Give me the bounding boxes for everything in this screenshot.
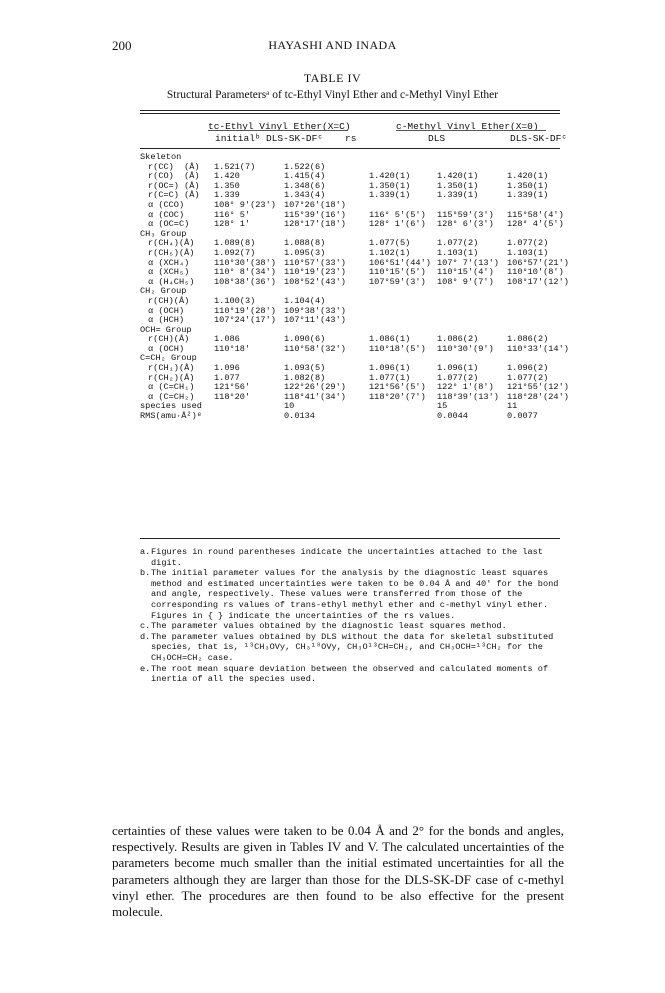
cell-v5: 1.096(2)	[507, 363, 549, 374]
column-group-underline-ethyl	[208, 130, 348, 131]
cell-v1: 110°19'(28')	[214, 305, 276, 316]
column-header-dls-sk-df-methyl: DLS-SK-DFᶜ	[510, 133, 568, 144]
footnote-label: e.	[140, 663, 151, 674]
cell-v4: 1.339(1)	[437, 190, 479, 201]
cell-v4: 15	[437, 401, 448, 412]
parameter-name: α (COC)	[148, 209, 185, 220]
cell-v2: 118°41'(34')	[284, 391, 346, 402]
cell-v2: 109°38'(33')	[284, 305, 346, 316]
cell-v3: 1.086(1)	[369, 334, 411, 345]
cell-v4: 115°59'(3')	[437, 209, 494, 220]
cell-v2: 122°26'(29')	[284, 382, 346, 393]
footnote-text: The parameter values obtained by DLS without the data for skeletal substituted species, that is, ¹³CH₃OVy, CH₃¹⁸OVy, CH₃O¹³CH=CH₂, and CH₃OCH=¹³CH₂ for the CH₃OCH=CH₂ case.	[151, 631, 554, 663]
column-header-dls: DLS	[428, 133, 446, 144]
section-heading: C=CH₂ Group	[140, 353, 197, 364]
cell-v1: 1.096	[214, 363, 240, 374]
cell-v2: 108°52'(43')	[284, 276, 346, 287]
parameter-name: r(CH₅)(Å)	[148, 247, 195, 258]
cell-v3: 107°59'(3')	[369, 276, 426, 287]
parameter-name: α (OC=C)	[148, 219, 190, 230]
cell-v2: 107°11'(43')	[284, 315, 346, 326]
cell-v2: 1.104(4)	[284, 295, 326, 306]
table-bottom-rule	[140, 538, 560, 539]
cell-v4: 107° 7'(13')	[437, 257, 499, 268]
cell-v1: 1.089(8)	[214, 238, 256, 249]
cell-v1: 107°24'(17')	[214, 315, 276, 326]
cell-v3: 1.420(1)	[369, 171, 411, 182]
cell-v4: 1.103(1)	[437, 247, 479, 258]
cell-v1: 110°30'(38')	[214, 257, 276, 268]
section-heading: CH₃ Group	[140, 228, 187, 239]
cell-v3: 118°20'(7')	[369, 391, 426, 402]
cell-v2: 110°57'(33')	[284, 257, 346, 268]
cell-v3: 1.350(1)	[369, 180, 411, 191]
cell-v3: 1.102(1)	[369, 247, 411, 258]
page-number: 200	[112, 38, 132, 53]
cell-v4: 1.086(2)	[437, 334, 479, 345]
cell-v1: 1.100(3)	[214, 295, 256, 306]
cell-v2: 1.088(8)	[284, 238, 326, 249]
parameter-name: α (C=CH₁)	[148, 382, 195, 393]
cell-v3: 121°56'(5')	[369, 382, 426, 393]
cell-v5: 118°28'(24')	[507, 391, 569, 402]
footnote-text: The root mean square deviation between the observed and calculated moments of inertia of all the species used.	[151, 663, 549, 685]
parameter-name: α (OCH)	[148, 305, 185, 316]
cell-v3: 110°15'(5')	[369, 267, 426, 278]
cell-v2: 1.090(6)	[284, 334, 326, 345]
cell-v4: 1.077(2)	[437, 372, 479, 383]
cell-v5: 110°33'(14')	[507, 343, 569, 354]
table-header-rule	[140, 148, 560, 149]
parameter-name: α (HCH)	[148, 315, 185, 326]
cell-v2: 0.0134	[284, 411, 315, 422]
cell-v1: 128° 1'	[214, 219, 251, 230]
table-footnotes	[140, 547, 560, 685]
section-heading: OCH= Group	[140, 324, 192, 335]
cell-v4: 1.420(1)	[437, 171, 479, 182]
cell-v1: 1.077	[214, 372, 240, 383]
cell-v1: 1.092(7)	[214, 247, 256, 258]
footnote-label: c.	[140, 621, 151, 632]
parameter-name: r(CC) (Å)	[148, 161, 200, 172]
cell-v5: 121°55'(12')	[507, 382, 569, 393]
parameter-name: r(CH)(Å)	[148, 295, 190, 306]
cell-v1: 1.420	[214, 171, 240, 182]
cell-v4: 110°30'(9')	[437, 343, 494, 354]
cell-v5: 108°17'(12')	[507, 276, 569, 287]
cell-v2: 10	[284, 401, 295, 412]
table-label: TABLE IV	[303, 71, 362, 85]
parameter-name: α (OCH)	[148, 343, 185, 354]
cell-v4: 1.096(1)	[437, 363, 479, 374]
cell-v4: 108° 9'(7')	[437, 276, 494, 287]
column-header-dls-sk-df: DLS-SK-DFᶜ	[266, 133, 324, 144]
footnote	[140, 547, 560, 568]
cell-v4: 118°39'(13')	[437, 391, 499, 402]
parameter-name: r(CH₄)(Å)	[148, 238, 195, 249]
column-group-underline-methyl	[396, 130, 546, 131]
parameter-name: RMS(amu·Å²)ᵉ	[140, 411, 202, 422]
cell-v1: 1.086	[214, 334, 240, 345]
footnote-label: d.	[140, 631, 151, 642]
cell-v2: 1.522(6)	[284, 161, 326, 172]
cell-v3: 1.077(1)	[369, 372, 411, 383]
cell-v4: 128° 6'(3')	[437, 219, 494, 230]
footnote	[140, 632, 560, 664]
cell-v1: 121°56'	[214, 382, 251, 393]
cell-v3: 1.077(5)	[369, 238, 411, 249]
section-heading: CH₂ Group	[140, 286, 187, 297]
cell-v5: 1.103(1)	[507, 247, 549, 258]
cell-v4: 1.350(1)	[437, 180, 479, 191]
footnote	[140, 568, 560, 621]
cell-v2: 1.093(5)	[284, 363, 326, 374]
column-header-initial: initialᵇ	[215, 133, 261, 144]
parameter-name: r(OC=) (Å)	[148, 180, 200, 191]
cell-v5: 115°58'(4')	[507, 209, 564, 220]
column-header-rs: rs	[345, 133, 357, 144]
cell-v1: 116° 5'	[214, 209, 251, 220]
cell-v5: 1.420(1)	[507, 171, 549, 182]
table-top-rule-double	[140, 113, 560, 114]
parameter-name: α (C=CH₂)	[148, 391, 195, 402]
cell-v5: 0.0077	[507, 411, 538, 422]
cell-v5: 1.077(2)	[507, 238, 549, 249]
parameter-name: α (CCO)	[148, 199, 185, 210]
cell-v3: 1.339(1)	[369, 190, 411, 201]
section-heading: Skeleton	[140, 152, 182, 162]
footnote	[140, 621, 560, 632]
cell-v2: 128°17'(18')	[284, 219, 346, 230]
cell-v2: 1.343(4)	[284, 190, 326, 201]
footnote-label: b.	[140, 568, 151, 579]
footnote-text: The parameter values obtained by the diagnostic least squares method.	[151, 621, 507, 632]
cell-v1: 118°20'	[214, 391, 251, 402]
footnote	[140, 664, 560, 685]
cell-v4: 110°15'(4')	[437, 267, 494, 278]
cell-v4: 1.077(2)	[437, 238, 479, 249]
parameter-name: r(CH₁)(Å)	[148, 363, 195, 374]
parameter-name: r(CO) (Å)	[148, 171, 200, 182]
parameter-name: α (XCH₄)	[148, 257, 190, 268]
cell-v5: 128° 4'(5')	[507, 219, 564, 230]
body-paragraph: certainties of these values were taken to be 0.04 Å and 2° for the bonds and angles, respectively. Results are given in Tables IV and V. The calculated uncertainties of the parameters become much smaller than the initial estimated uncertainties for all the parameters although they are larger than those for the DLS-SK-DF case of c-methyl vinyl ether. The procedures are then found to be also effective for the present molecule.	[112, 823, 564, 920]
parameter-name: r(C=C) (Å)	[148, 190, 200, 201]
cell-v1: 1.339	[214, 190, 240, 201]
footnote-text: The initial parameter values for the analysis by the diagnostic least squares method and estimated uncertainties were taken to be 0.04 Å and 40' for the bond and angle, respectively. These values were transferred from those of the corresponding rs values of trans-ethyl methyl ether and c-methyl vinyl ether. Figures in { } indicate the uncertainties of the rs values.	[151, 568, 559, 621]
cell-v5: 106°57'(21')	[507, 257, 569, 268]
cell-v1: 108°38'(36')	[214, 276, 276, 287]
cell-v5: 110°10'(8')	[507, 267, 564, 278]
cell-v2: 1.082(8)	[284, 372, 326, 383]
cell-v1: 1.350	[214, 180, 240, 191]
cell-v2: 1.348(6)	[284, 180, 326, 191]
parameter-name: α (H₄CH₅)	[148, 276, 195, 287]
cell-v2: 115°39'(16')	[284, 209, 346, 220]
cell-v1: 110° 8'(34')	[214, 267, 276, 278]
parameter-name: r(CH₂)(Å)	[148, 372, 195, 383]
cell-v4: 122° 1'(8')	[437, 382, 494, 393]
cell-v1: 108° 9'(23')	[214, 199, 276, 210]
table-caption: Structural Parametersᵃ of tc-Ethyl Vinyl Ether and c-Methyl Vinyl Ether	[166, 89, 499, 101]
cell-v4: 0.0044	[437, 411, 468, 422]
parameter-name: α (XCH₅)	[148, 267, 190, 278]
cell-v5: 11	[507, 401, 518, 412]
column-group-methyl: c-Methyl Vinyl Ether(X=0)	[396, 121, 539, 132]
cell-v2: 110°58'(32')	[284, 343, 346, 354]
footnote-label: a.	[140, 547, 151, 557]
cell-v1: 110°18'	[214, 343, 251, 354]
cell-v3: 106°51'(44')	[369, 257, 431, 268]
parameter-name: r(CH)(Å)	[148, 334, 190, 345]
cell-v2: 107°26'(18')	[284, 199, 346, 210]
parameter-name: species used	[140, 401, 202, 412]
column-group-ethyl: tc-Ethyl Vinyl Ether(X=C)	[208, 121, 351, 132]
table-top-rule	[140, 110, 560, 111]
cell-v3: 110°18'(5')	[369, 343, 426, 354]
cell-v2: 110°19'(23')	[284, 267, 346, 278]
running-title: HAYASHI AND INADA	[268, 38, 397, 52]
cell-v2: 1.415(4)	[284, 171, 326, 182]
footnote-text: Figures in round parentheses indicate the uncertainties attached to the last digit.	[151, 547, 543, 568]
cell-v5: 1.077(2)	[507, 372, 549, 383]
cell-v5: 1.339(1)	[507, 190, 549, 201]
cell-v3: 128° 1'(6')	[369, 219, 426, 230]
cell-v3: 1.096(1)	[369, 363, 411, 374]
cell-v3: 116° 5'(5')	[369, 209, 426, 220]
cell-v5: 1.086(2)	[507, 334, 549, 345]
cell-v1: 1.521(7)	[214, 161, 256, 172]
cell-v5: 1.350(1)	[507, 180, 549, 191]
cell-v2: 1.095(3)	[284, 247, 326, 258]
